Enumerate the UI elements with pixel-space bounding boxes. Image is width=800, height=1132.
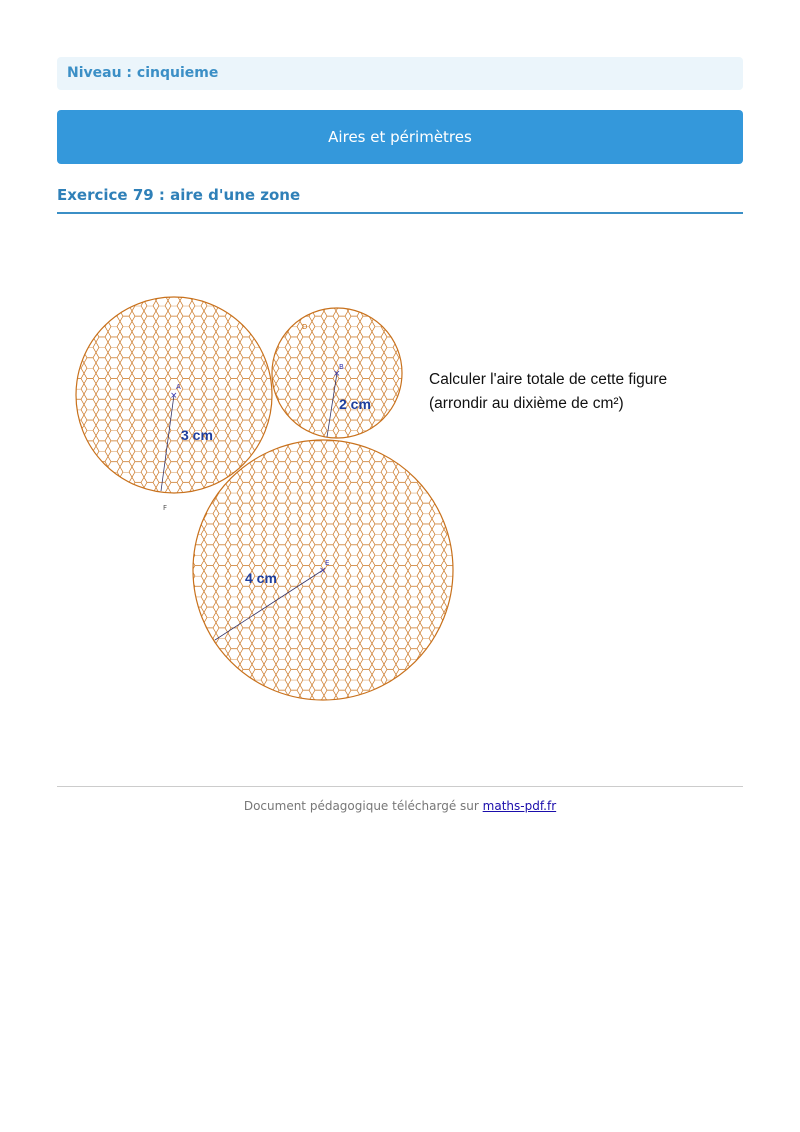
instruction-line-1: Calculer l'aire totale de cette figure <box>429 371 668 388</box>
circles-figure <box>60 285 460 715</box>
exercise-instructions <box>429 368 667 416</box>
footer <box>57 799 743 813</box>
radius-label-4cm: 4 cm <box>245 570 277 586</box>
level-banner: Niveau : cinquieme <box>57 57 743 90</box>
footer-link[interactable]: maths-pdf.fr <box>482 799 557 813</box>
radius-label-2cm: 2 cm <box>339 396 371 412</box>
radius-label-3cm: 3 cm <box>181 427 213 443</box>
point-a-label: A <box>176 383 181 391</box>
exercise-title: Exercice 79 : aire d'une zone <box>57 186 743 214</box>
svg-text:×: × <box>170 391 178 401</box>
point-d-label: D <box>302 323 308 331</box>
circle-4cm <box>193 440 453 700</box>
circle-2cm <box>272 308 402 438</box>
svg-text:×: × <box>319 566 327 576</box>
point-b-label: B <box>339 363 344 371</box>
point-e-label: E <box>325 559 330 567</box>
footer-divider <box>57 786 743 787</box>
footer-text: Document pédagogique téléchargé sur <box>243 799 479 813</box>
topic-banner: Aires et périmètres <box>57 110 743 164</box>
instruction-line-2: (arrondir au dixième de cm²) <box>429 395 624 412</box>
svg-text:×: × <box>333 369 341 379</box>
point-f-label: F <box>163 504 168 512</box>
